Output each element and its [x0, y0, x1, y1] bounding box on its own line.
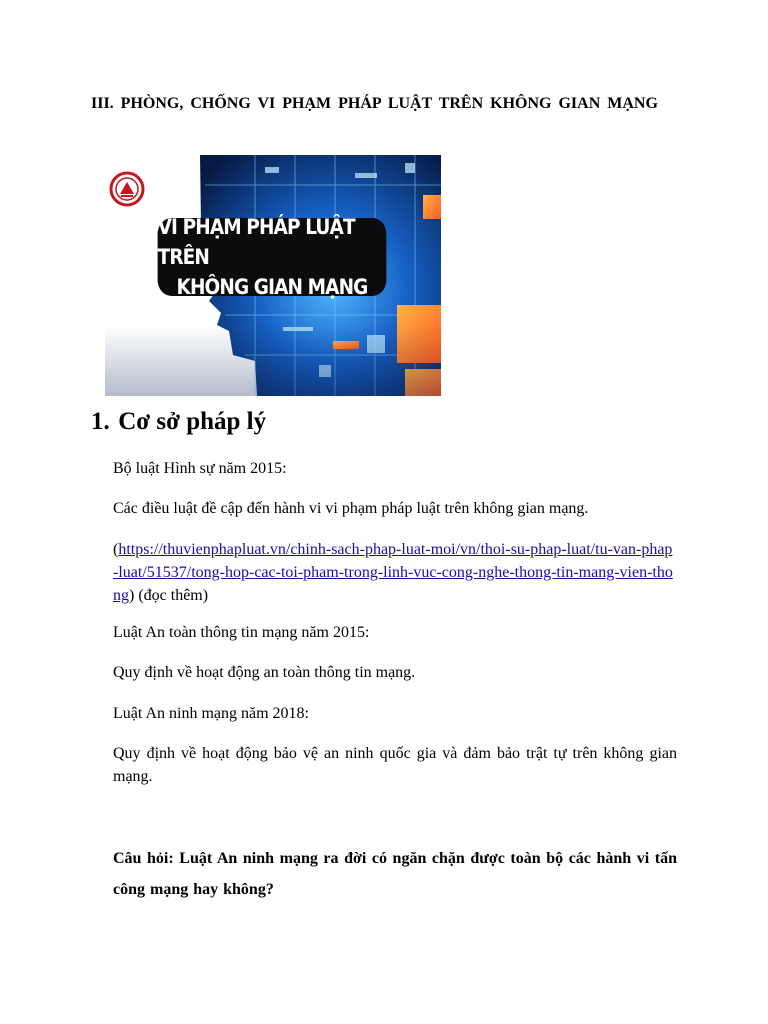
reference-link[interactable]: https://thuvienphapluat.vn/chinh-sach-phap-luat-moi/vn/thoi-su-phap-luat/tu-van-phap-luat/51537/tong-hop-cac-toi-pham-trong-linh-vuc-cong-nghe-thong-tin-mang-vien-thong	[113, 541, 673, 604]
paragraph-cybersecurity-law: Luật An ninh mạng năm 2018:	[113, 705, 309, 722]
section-title: III. PHÒNG, CHỐNG VI PHẠM PHÁP LUẬT TRÊN KHÔNG GIAN MẠNG	[91, 95, 658, 112]
banner-line-1: VI PHẠM PHÁP LUẬT TRÊN	[157, 215, 355, 269]
banner-line-2: KHÔNG GIAN MẠNG	[176, 275, 368, 299]
paragraph-criminal-code: Bộ luật Hình sự năm 2015:	[113, 460, 287, 477]
reference-open-paren: (	[113, 541, 119, 558]
paragraph-infosec-law: Luật An toàn thông tin mạng năm 2015:	[113, 624, 370, 641]
question: Câu hỏi: Luật An ninh mạng ra đời có ngăn chặn được toàn bộ các hành vi tấn công mạng hay không?	[113, 850, 677, 898]
paragraph-criminal-code-desc: Các điều luật đề cập đến hành vi vi phạm pháp luật trên không gian mạng.	[113, 500, 589, 517]
heading-text: Cơ sở pháp lý	[118, 408, 267, 435]
paragraph-reference	[113, 538, 677, 607]
reference-tail: ) (đọc thêm)	[129, 587, 209, 604]
paragraph-cybersecurity-desc: Quy định về hoạt động bảo vệ an ninh quốc gia và đảm bảo trật tự trên không gian mạng.	[113, 745, 677, 785]
banner-caption	[157, 215, 387, 299]
logo-icon	[109, 171, 145, 207]
section-heading	[91, 405, 266, 439]
heading-number: 1.	[91, 408, 110, 435]
paragraph-infosec-desc: Quy định về hoạt động an toàn thông tin mạng.	[113, 664, 416, 681]
banner-image	[105, 155, 441, 396]
